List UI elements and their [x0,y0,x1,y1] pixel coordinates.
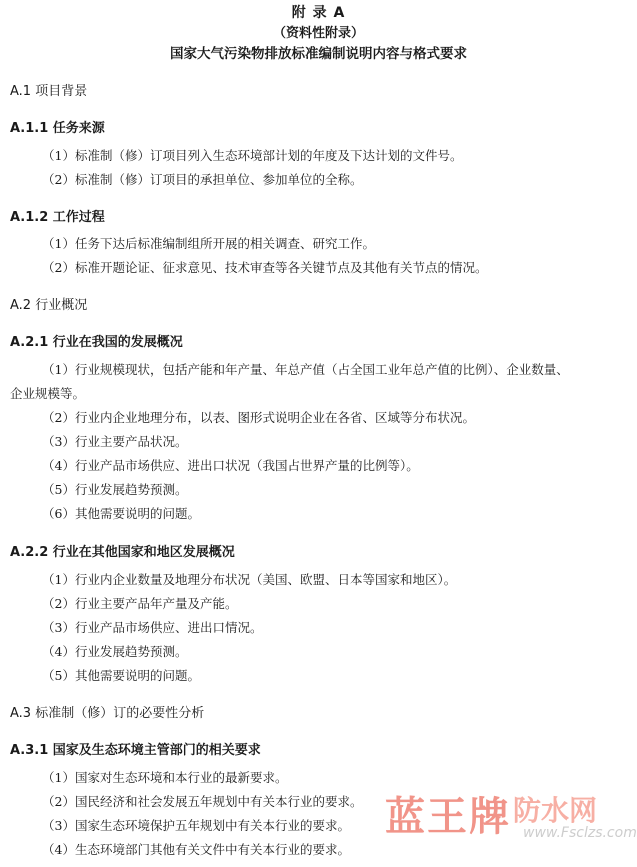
list-item: （1）标准制（修）订项目列入生态环境部计划的年度及下达计划的文件号。 [42,148,463,163]
subsection-a2-1: A.2.1 行业在我国的发展概况 [10,335,183,350]
list-item: （5）其他需要说明的问题。 [42,668,200,683]
subsection-a3-1: A.3.1 国家及生态环境主管部门的相关要求 [10,743,261,758]
watermark-brand: 蓝王牌 [385,794,511,840]
list-item: （2）标准开题论证、征求意见、技术审查等各关键节点及其他有关节点的情况。 [42,260,488,275]
list-item: （4）生态环境部门其他有关文件中有关本行业的要求。 [42,842,350,857]
section-a1: A.1 项目背景 [10,84,88,99]
list-item: （2）国民经济和社会发展五年规划中有关本行业的要求。 [42,794,363,809]
list-item: （1）任务下达后标准编制组所开展的相关调查、研究工作。 [42,236,375,251]
list-item: （5）行业发展趋势预测。 [42,482,188,497]
subsection-a1-1: A.1.1 任务来源 [10,121,105,136]
subsection-a1-2: A.1.2 工作过程 [10,210,105,225]
list-item: （3）国家生态环境保护五年规划中有关本行业的要求。 [42,818,350,833]
list-item: （1）行业规模现状，包括产能和年产量、年总产值（占全国工业年总产值的比例）、企业数量、 [42,362,569,377]
appendix-note: （资料性附录） [272,26,364,41]
list-item: （3）行业产品市场供应、进出口情况。 [42,620,263,635]
list-item: （1）行业内企业数量及地理分布状况（美国、欧盟、日本等国家和地区）。 [42,572,457,587]
list-item-continuation: 企业规模等。 [10,386,86,401]
list-item: （2）行业主要产品年产量及产能。 [42,596,238,611]
section-a2: A.2 行业概况 [10,298,88,313]
list-item: （2）标准制（修）订项目的承担单位、参加单位的全称。 [42,172,363,187]
watermark [365,785,637,867]
list-item: （2）行业内企业地理分布，以表、图形式说明企业在各省、区域等分布状况。 [42,410,475,425]
watermark-tagline: 防水网 [513,794,598,827]
appendix-heading: 附 录 A [291,5,346,21]
list-item: （1）国家对生态环境和本行业的最新要求。 [42,770,288,785]
list-item: （4）行业发展趋势预测。 [42,644,188,659]
section-a3: A.3 标准制（修）订的必要性分析 [10,706,205,721]
list-item: （3）行业主要产品状况。 [42,434,188,449]
document-title: 国家大气污染物排放标准编制说明内容与格式要求 [170,46,467,62]
list-item: （4）行业产品市场供应、进出口状况（我国占世界产量的比例等）。 [42,458,419,473]
subsection-a2-2: A.2.2 行业在其他国家和地区发展概况 [10,545,235,560]
watermark-url: www.Fsclzs.com [523,825,637,841]
list-item: （6）其他需要说明的问题。 [42,506,200,521]
